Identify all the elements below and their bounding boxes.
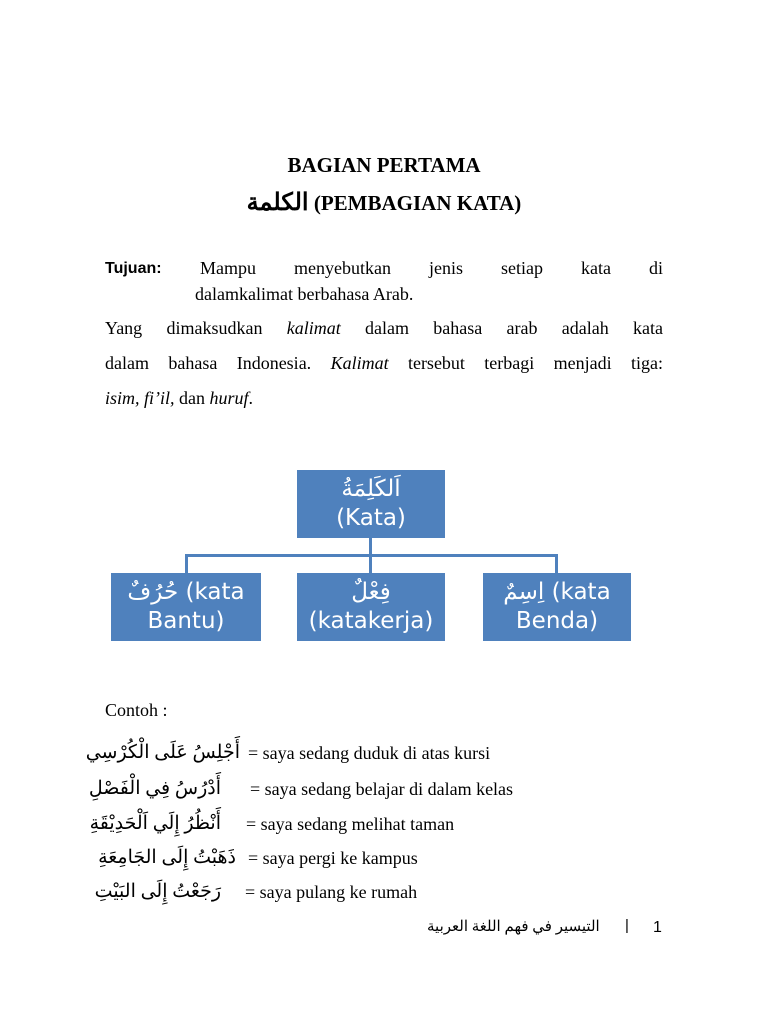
example-arabic: أَنْظُرُ إِلَي اَلْحَدِيْقَةِ (89, 813, 221, 834)
tujuan-label: Tujuan: (105, 260, 162, 277)
subtitle-arabic: الكلمة (246, 190, 309, 216)
tujuan-text-line2: dalamkalimat berbahasa Arab. (195, 284, 414, 304)
diagram-connector-middle (369, 554, 372, 573)
example-arabic: أَجْلِسُ عَلَى الْكُرْسِي (85, 742, 240, 763)
box-fiil-arabic: فِعْلٌ (351, 579, 391, 606)
example-arabic: أَدْرُسُ فِي الْفَصْلِ (88, 778, 221, 799)
diagram-box-fiil (297, 573, 445, 641)
box-isim-line2: Benda) (515, 608, 599, 634)
box-huruf-line2: Bantu) (147, 608, 225, 634)
example-meaning: = saya sedang duduk di atas kursi (248, 743, 491, 763)
diagram-box-isim (483, 573, 631, 641)
diagram-root-box (297, 470, 445, 538)
box-isim-line1: اِسِمٌ (kata (503, 579, 611, 606)
footer-separator: | (625, 917, 629, 934)
box-fiil-label: (katakerja) (308, 608, 434, 634)
diagram-root-label: (Kata) (336, 505, 406, 531)
example-meaning: = saya sedang belajar di dalam kelas (250, 779, 514, 799)
diagram-connector-right (555, 554, 558, 573)
example-meaning: = saya pergi ke kampus (248, 848, 418, 868)
example-meaning: = saya pulang ke rumah (245, 882, 418, 902)
example-arabic: رَجَعْتُ إِلَى البَيْتِ (94, 881, 221, 902)
contoh-label: Contoh : (105, 700, 168, 720)
example-arabic: ذَهَبْتُ إِلَى الجَامِعَةِ (98, 847, 236, 868)
paragraph-line1: Yang dimaksudkan kalimat dalam bahasa arab adalah kata (105, 318, 664, 338)
page-title: BAGIAN PERTAMA (287, 153, 481, 177)
page-number: 1 (653, 919, 662, 936)
paragraph-line3: isim, fi’il, dan huruf. (105, 388, 254, 408)
diagram-connector-left (185, 554, 188, 573)
example-meaning: = saya sedang melihat taman (246, 814, 455, 834)
page-subtitle (0, 188, 768, 217)
footer-book-title: التيسير في فهم اللغة العربية (427, 919, 600, 935)
paragraph-line2: dalam bahasa Indonesia. Kalimat tersebut terbagi menjadi tiga: (105, 353, 663, 373)
diagram-box-huruf (111, 573, 261, 641)
subtitle-latin: (PEMBAGIAN KATA) (313, 191, 522, 215)
diagram-root-arabic: اَلكَلِمَةُ (341, 476, 401, 503)
box-huruf-line1: حُرُفٌ (kata (127, 579, 245, 606)
tujuan-text-line1: Mampu menyebutkan jenis setiap kata di (200, 258, 663, 278)
